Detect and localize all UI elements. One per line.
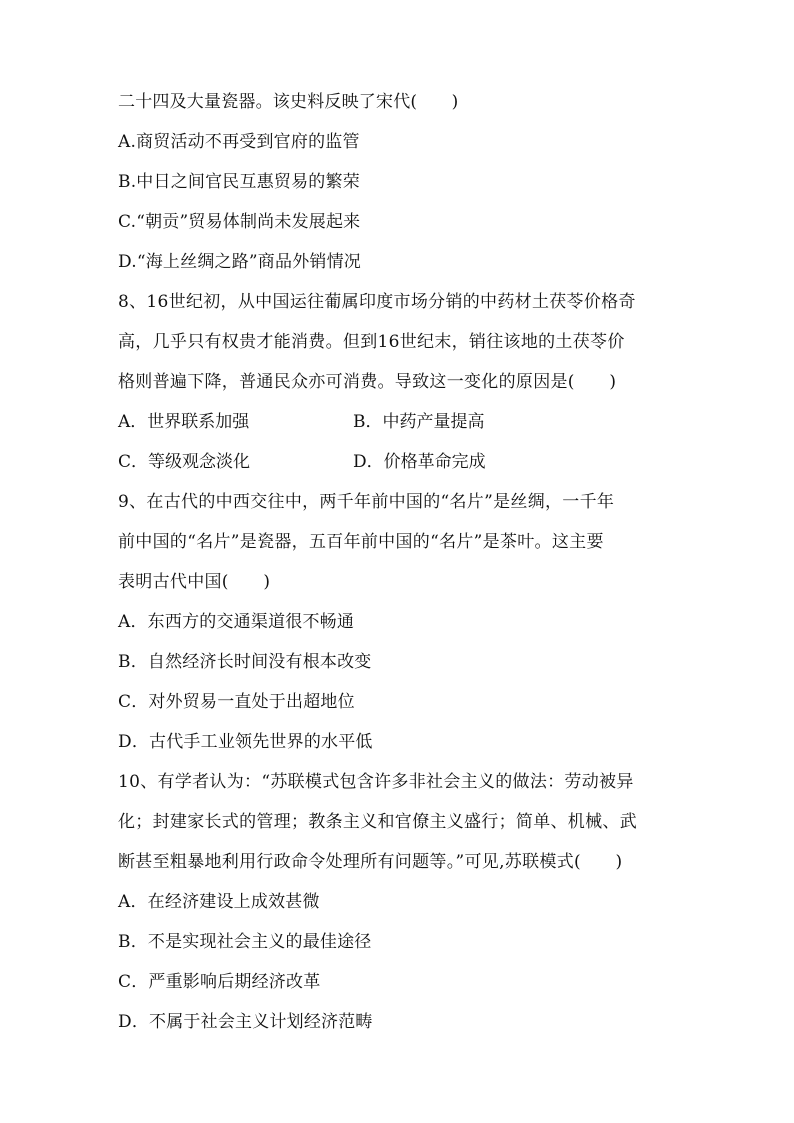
q9-option-d: D．古代手工业领先世界的水平低 bbox=[118, 732, 373, 752]
q10-option-a: A．在经济建设上成效甚微 bbox=[118, 892, 320, 912]
q9-stem-line-3: 表明古代中国( ) bbox=[118, 572, 271, 592]
q8-option-b: B．中药产量提高 bbox=[353, 412, 485, 432]
q8-option-a: A．世界联系加强 bbox=[118, 412, 250, 432]
q9-stem-line-2: 前中国的“名片”是瓷器，五百年前中国的“名片”是茶叶。这主要 bbox=[118, 532, 604, 552]
q10-stem-line-2: 化；封建家长式的管理；教条主义和官僚主义盛行；简单、机械、武 bbox=[118, 812, 637, 832]
q10-option-d: D．不属于社会主义计划经济范畴 bbox=[118, 1012, 373, 1032]
q7-option-a: A.商贸活动不再受到官府的监管 bbox=[118, 132, 360, 152]
q8-options-row-2 bbox=[118, 452, 678, 472]
q10-option-c: C．严重影响后期经济改革 bbox=[118, 972, 321, 992]
q7-option-b: B.中日之间官民互惠贸易的繁荣 bbox=[118, 172, 360, 192]
q10-option-b: B．不是实现社会主义的最佳途径 bbox=[118, 932, 372, 952]
q7-stem-tail: 二十四及大量瓷器。该史料反映了宋代( ) bbox=[118, 92, 459, 112]
q8-stem-line-3: 格则普遍下降，普通民众亦可消费。导致这一变化的原因是( ) bbox=[118, 372, 617, 392]
q8-stem-line-2: 高，几乎只有权贵才能消费。但到16世纪末，销往该地的土茯苓价 bbox=[118, 332, 625, 352]
q10-stem-line-1: 10、有学者认为：“苏联模式包含许多非社会主义的做法：劳动被异 bbox=[118, 772, 634, 792]
q7-option-d: D.“海上丝绸之路”商品外销情况 bbox=[118, 252, 362, 272]
q8-option-d: D．价格革命完成 bbox=[353, 452, 486, 472]
q9-stem-line-1: 9、在古代的中西交往中，两千年前中国的“名片”是丝绸，一千年 bbox=[118, 492, 615, 512]
q8-stem-line-1: 8、16世纪初，从中国运往葡属印度市场分销的中药材土茯苓价格奇 bbox=[118, 292, 636, 312]
q9-option-c: C．对外贸易一直处于出超地位 bbox=[118, 692, 355, 712]
q9-option-a: A．东西方的交通渠道很不畅通 bbox=[118, 612, 355, 632]
q7-option-c: C.“朝贡”贸易体制尚未发展起来 bbox=[118, 212, 361, 232]
q10-stem-line-3: 断甚至粗暴地利用行政命令处理所有问题等。”可见,苏联模式( ) bbox=[118, 852, 623, 872]
q8-options-row-1 bbox=[118, 412, 678, 432]
q8-option-c: C．等级观念淡化 bbox=[118, 452, 251, 472]
q9-option-b: B．自然经济长时间没有根本改变 bbox=[118, 652, 372, 672]
exam-page bbox=[118, 92, 678, 1052]
